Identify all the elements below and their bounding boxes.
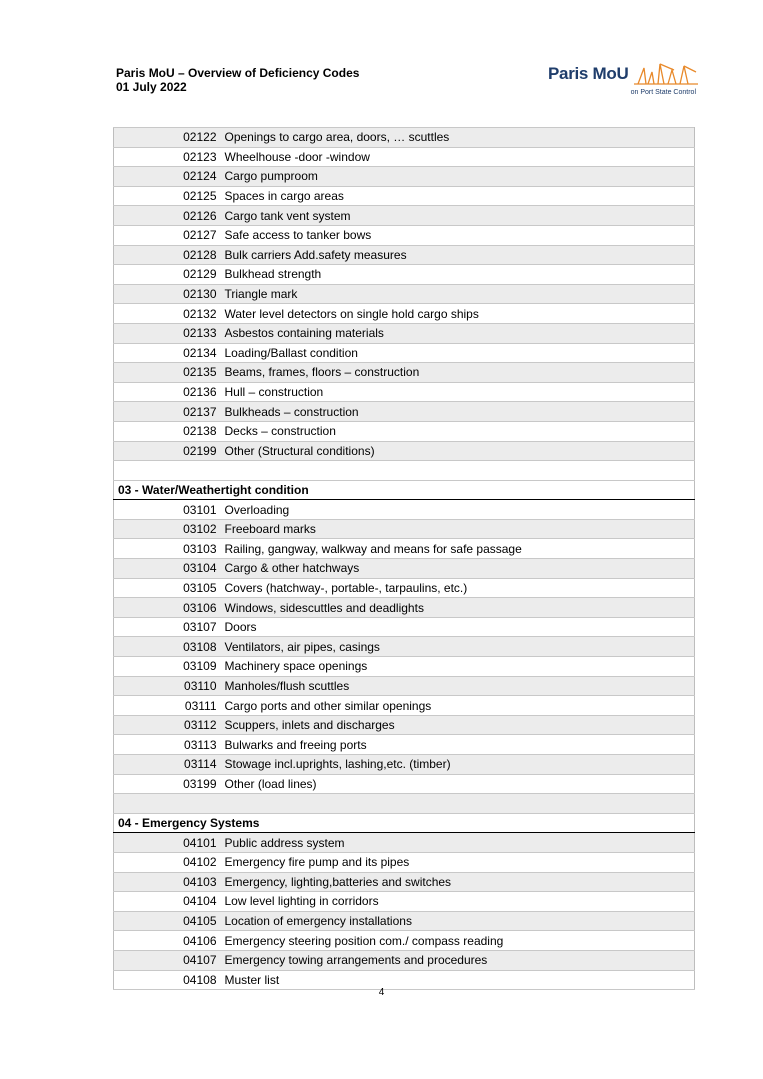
table-row <box>114 323 695 343</box>
deficiency-code: 02199 <box>114 441 221 461</box>
table-row <box>114 206 695 226</box>
deficiency-code: 03107 <box>114 617 221 637</box>
table-row <box>114 284 695 304</box>
section-heading-row <box>114 480 695 500</box>
deficiency-code: 04102 <box>114 852 221 872</box>
header-date: 01 July 2022 <box>116 80 187 94</box>
deficiency-code: 04106 <box>114 931 221 951</box>
deficiency-code: 03105 <box>114 578 221 598</box>
table-row <box>114 676 695 696</box>
deficiency-description: Muster list <box>221 970 695 990</box>
spacer-row <box>114 794 695 814</box>
spacer-cell <box>114 794 695 814</box>
deficiency-description: Spaces in cargo areas <box>221 186 695 206</box>
table-row <box>114 892 695 912</box>
table-row <box>114 852 695 872</box>
deficiency-code: 03114 <box>114 755 221 775</box>
deficiency-description: Emergency steering position com./ compass reading <box>221 931 695 951</box>
table-row <box>114 186 695 206</box>
table-row <box>114 441 695 461</box>
deficiency-code: 03101 <box>114 500 221 520</box>
deficiency-code: 02123 <box>114 147 221 167</box>
deficiency-code: 02125 <box>114 186 221 206</box>
deficiency-description: Public address system <box>221 833 695 853</box>
table-row <box>114 500 695 520</box>
table-row <box>114 128 695 148</box>
deficiency-code: 03102 <box>114 519 221 539</box>
table-row <box>114 343 695 363</box>
deficiency-description: Freeboard marks <box>221 519 695 539</box>
table-row <box>114 519 695 539</box>
section-title: 04 - Emergency Systems <box>114 813 695 833</box>
table-row <box>114 911 695 931</box>
table-row <box>114 598 695 618</box>
table-row <box>114 696 695 716</box>
deficiency-code: 02133 <box>114 323 221 343</box>
deficiency-code: 02126 <box>114 206 221 226</box>
deficiency-description: Beams, frames, floors – construction <box>221 363 695 383</box>
spacer-cell <box>114 461 695 481</box>
deficiency-codes-table <box>113 127 695 990</box>
table-row <box>114 225 695 245</box>
table-row <box>114 559 695 579</box>
deficiency-code: 03104 <box>114 559 221 579</box>
deficiency-description: Emergency fire pump and its pipes <box>221 852 695 872</box>
deficiency-description: Emergency, lighting,batteries and switches <box>221 872 695 892</box>
deficiency-description: Openings to cargo area, doors, … scuttles <box>221 128 695 148</box>
document-header <box>116 66 359 94</box>
table-row <box>114 872 695 892</box>
deficiency-description: Asbestos containing materials <box>221 323 695 343</box>
section-heading-row <box>114 813 695 833</box>
table-row <box>114 402 695 422</box>
deficiency-code: 02129 <box>114 265 221 285</box>
deficiency-code: 03112 <box>114 715 221 735</box>
deficiency-description: Emergency towing arrangements and procedures <box>221 950 695 970</box>
deficiency-description: Other (load lines) <box>221 774 695 794</box>
logo-wordmark: Paris MoU <box>548 64 629 83</box>
deficiency-code: 03110 <box>114 676 221 696</box>
deficiency-code: 03108 <box>114 637 221 657</box>
deficiency-code: 04103 <box>114 872 221 892</box>
table-row <box>114 755 695 775</box>
deficiency-description: Bulk carriers Add.safety measures <box>221 245 695 265</box>
table-row <box>114 421 695 441</box>
deficiency-description: Low level lighting in corridors <box>221 892 695 912</box>
deficiency-code: 03199 <box>114 774 221 794</box>
section-title: 03 - Water/Weathertight condition <box>114 480 695 500</box>
deficiency-code: 02138 <box>114 421 221 441</box>
table-row <box>114 265 695 285</box>
deficiency-code: 03111 <box>114 696 221 716</box>
table-row <box>114 715 695 735</box>
deficiency-description: Other (Structural conditions) <box>221 441 695 461</box>
table-row <box>114 167 695 187</box>
header-title: Paris MoU – Overview of Deficiency Codes <box>116 66 360 80</box>
deficiency-description: Doors <box>221 617 695 637</box>
deficiency-description: Cargo & other hatchways <box>221 559 695 579</box>
deficiency-code: 02124 <box>114 167 221 187</box>
spacer-row <box>114 461 695 481</box>
deficiency-code: 02137 <box>114 402 221 422</box>
deficiency-code: 04107 <box>114 950 221 970</box>
deficiency-code: 03109 <box>114 657 221 677</box>
deficiency-code: 02135 <box>114 363 221 383</box>
table-row <box>114 637 695 657</box>
deficiency-description: Cargo pumproom <box>221 167 695 187</box>
deficiency-code: 03103 <box>114 539 221 559</box>
logo-tagline: on Port State Control <box>630 89 696 96</box>
deficiency-description: Bulwarks and freeing ports <box>221 735 695 755</box>
table-row <box>114 578 695 598</box>
table-row <box>114 931 695 951</box>
deficiency-code: 04105 <box>114 911 221 931</box>
port-cranes-icon <box>634 60 698 86</box>
deficiency-description: Overloading <box>221 500 695 520</box>
deficiency-description: Wheelhouse -door -window <box>221 147 695 167</box>
deficiency-code: 04101 <box>114 833 221 853</box>
deficiency-code: 04104 <box>114 892 221 912</box>
deficiency-description: Bulkheads – construction <box>221 402 695 422</box>
table-row <box>114 617 695 637</box>
table-row <box>114 245 695 265</box>
deficiency-description: Water level detectors on single hold cargo ships <box>221 304 695 324</box>
deficiency-description: Loading/Ballast condition <box>221 343 695 363</box>
table-row <box>114 950 695 970</box>
deficiency-code: 02136 <box>114 382 221 402</box>
table-row <box>114 539 695 559</box>
table-row <box>114 382 695 402</box>
deficiency-code: 02132 <box>114 304 221 324</box>
deficiency-code: 02127 <box>114 225 221 245</box>
deficiency-description: Cargo tank vent system <box>221 206 695 226</box>
table-row <box>114 147 695 167</box>
table-row <box>114 363 695 383</box>
deficiency-description: Triangle mark <box>221 284 695 304</box>
paris-mou-logo <box>546 58 698 102</box>
deficiency-code: 02128 <box>114 245 221 265</box>
deficiency-description: Covers (hatchway-, portable-, tarpaulins, etc.) <box>221 578 695 598</box>
table-row <box>114 774 695 794</box>
table-body <box>114 128 695 990</box>
deficiency-code: 03113 <box>114 735 221 755</box>
deficiency-description: Manholes/flush scuttles <box>221 676 695 696</box>
deficiency-code: 04108 <box>114 970 221 990</box>
deficiency-description: Scuppers, inlets and discharges <box>221 715 695 735</box>
deficiency-description: Windows, sidescuttles and deadlights <box>221 598 695 618</box>
deficiency-description: Stowage incl.uprights, lashing,etc. (timber) <box>221 755 695 775</box>
deficiency-description: Ventilators, air pipes, casings <box>221 637 695 657</box>
deficiency-code: 03106 <box>114 598 221 618</box>
deficiency-description: Location of emergency installations <box>221 911 695 931</box>
deficiency-description: Decks – construction <box>221 421 695 441</box>
table-row <box>114 657 695 677</box>
deficiency-code: 02130 <box>114 284 221 304</box>
deficiency-description: Hull – construction <box>221 382 695 402</box>
table-row <box>114 833 695 853</box>
deficiency-code: 02122 <box>114 128 221 148</box>
deficiency-code: 02134 <box>114 343 221 363</box>
deficiency-description: Bulkhead strength <box>221 265 695 285</box>
table-row <box>114 735 695 755</box>
page-number: 4 <box>378 987 385 998</box>
deficiency-description: Safe access to tanker bows <box>221 225 695 245</box>
table-row <box>114 304 695 324</box>
deficiency-description: Cargo ports and other similar openings <box>221 696 695 716</box>
deficiency-description: Machinery space openings <box>221 657 695 677</box>
deficiency-description: Railing, gangway, walkway and means for safe passage <box>221 539 695 559</box>
